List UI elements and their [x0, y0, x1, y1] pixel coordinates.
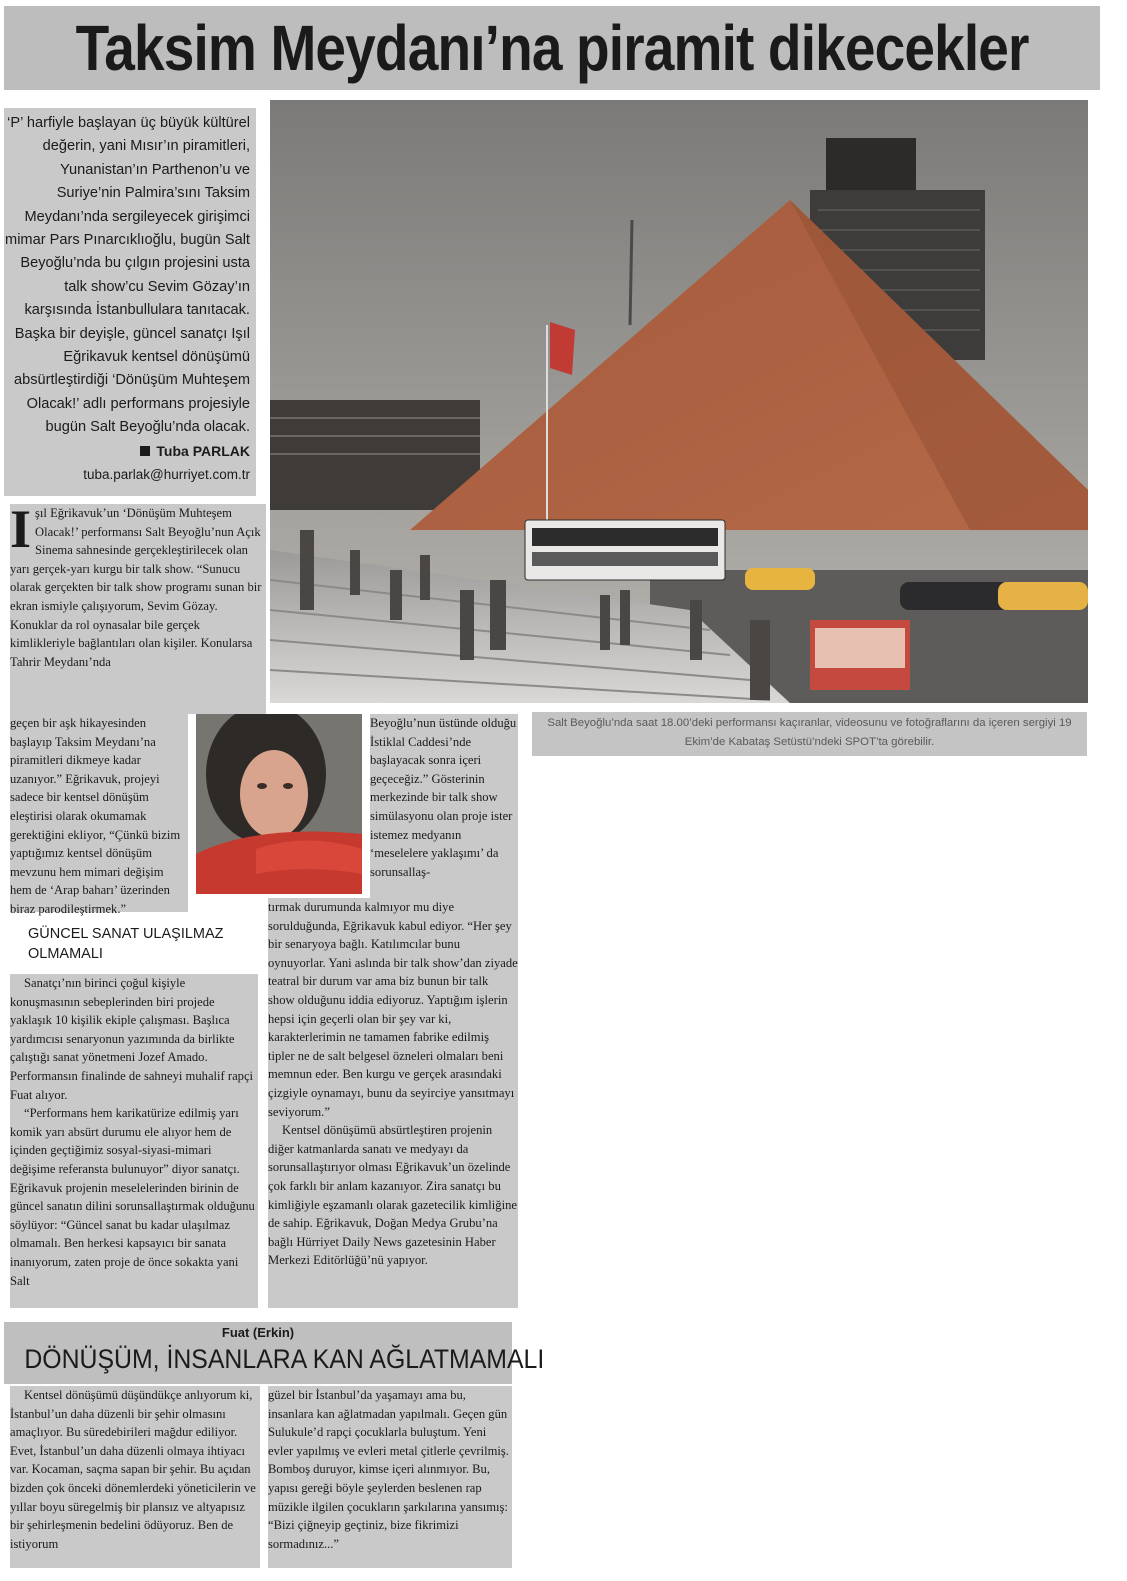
body-paragraph-text: şıl Eğrikavuk’un ‘Dönüşüm Muhteşem Olacak!’ performansı Salt Beyoğlu’nun Açık Sinema sahnesinde gerçekleştirilecek olan yarı gerçek-yarı kurgu bir talk show. “Sunucu olarak gerçekten bir talk show programı sunan bir ekran ismiyle çalışıyorum, Sevim Gözay. Konuklar da rol oynasalar bile gerçek kimlikleriyle bağlantıları olan kişiler. Konularsa Tahrir Meydanı’nda — [10, 506, 262, 669]
column-box-header — [4, 1322, 545, 1384]
body-paragraph — [10, 499, 266, 671]
pyramid-photo — [270, 100, 1088, 703]
column-paragraph: güzel bir İstanbul’da yaşamayı ama bu, insanlara kan ağlatmadan yapılmalı. Geçen gün Sulukule’d rapçi çocuklarla buluştum. Yeni evler yapılmış ve evleri metal çitlerle çevrilmiş. Bomboş duruyor, kimse içeri alınmıyor. Bu, yapısı gereği böyle şeylerden beslenen rap müzikle ilgilen çocukların şarkılarına yansımış: “Bizi çiğneyip geçtiniz, bize fikrimizi sormadınız...” — [268, 1388, 509, 1551]
portrait-drawing — [196, 714, 362, 894]
photo-caption: Salt Beyoğlu’nda saat 18.00’deki performansı kaçıranlar, videosunu ve fotoğraflarını da içeren sergiyi 19 Ekim’de Kabataş Setüstü’ndeki SPOT’ta görebilir. — [532, 712, 1087, 756]
square-bullet-icon — [140, 446, 150, 456]
body-paragraph: “Performans hem karikatürize edilmiş yarı komik yarı absürt durumu ele alıyor hem de içinden geçtiğimiz sosyal-siyasi-mimari değişime referansta bulunuyor” diyor sanatçı. Eğrikavuk projenin meselelerinden birinin de güncel sanatın dilini sorunsallaştırmak olduğunu söylüyor: “Güncel sanat bu kadar ulaşılmaz olmamalı. Ben herkesi kapsayıcı bir sanata inanıyorum, zaten proje de önce sokakta yani Salt — [10, 1106, 255, 1288]
column-box-text-left — [10, 1386, 260, 1568]
column-paragraph: Kentsel dönüşümü düşündükçe anlıyorum ki, İstanbul’un daha düzenli bir şehir olmasını amaçlıyor. Bu süredebirileri mağdur ediliyor. Evet, İstanbul’un daha düzenli olmaya ihtiyacı var. Kocaman, saçma sapan bir şehir. Bu açıdan bizden çok önceki dönemlerdeki yöneticilerin ve yıllar boyu süregelmiş bir plansız ve altyapısız bir şehirleşmenin bedelini ödüyoruz. Ben de istiyorum — [10, 1388, 256, 1551]
column-author: Fuat (Erkin) — [221, 1325, 295, 1340]
drop-cap: I — [10, 499, 32, 559]
body-column-1-bottom — [10, 974, 258, 1308]
column-title: DÖNÜŞÜM, İNSANLARA KAN AĞLATMAMALI — [24, 1344, 545, 1374]
author-email: tuba.parlak@hurriyet.com.tr — [83, 467, 250, 483]
pyramid-photo-drawing — [270, 100, 1088, 703]
body-column-2-top — [370, 714, 518, 910]
artist-portrait-photo — [196, 714, 362, 894]
body-paragraph: tırmak durumunda kalmıyor mu diye sorulduğunda, Eğrikavuk kabul ediyor. “Her şey bir senaryoya bağlı. Katılımcılar bunu oynuyorlar. Yani aslında bir talk show’dan ziyade teatral bir durum var ama biz bunun bir talk show olduğunu iddia ediyoruz. Yaptığım işlerin hepsi için geçerli olan bir şey var ki, karakterlerimin ne tamamen fabrike edilmiş tipler ne de salt belgesel özneleri olmaları beni memnun eder. Ben kurgu ve gerçek arasındaki çizgiyle oynamayı, bunu da seyirciye yansıtmayı seviyorum.” — [268, 900, 518, 1119]
headline-band — [4, 6, 1100, 90]
body-paragraph: Beyoğlu’nun üstünde olduğu İstiklal Caddesi’nde başlayacak sonra içeri geçeceğiz.” Gösterinin merkezinde bir talk show simülasyonu olan proje ister istemez medyanın ‘meselelere yaklaşımı’ da sorunsallaş- — [370, 716, 517, 879]
column-box-text-right — [268, 1386, 512, 1568]
body-column-1-top — [10, 499, 266, 714]
body-paragraph: geçen bir aşk hikayesinden başlayıp Taksim Meydanı’na piramitleri dikmeye kadar uzanıyor.” Eğrikavuk, projeyi sadece bir kentsel dönüşüm eleştirisi olarak okumamak gerektiğini ekliyor, “Çünkü bizim yaptığımız kentsel dönüşüm mevzunu hem mimari değişim hem de ‘Arap baharı’ üzerinden biraz parodileştirmek.” — [10, 716, 181, 916]
subheading: GÜNCEL SANAT ULAŞILMAZ OLMAMALI — [28, 926, 224, 962]
byline — [4, 440, 250, 463]
body-column-2-bottom — [268, 898, 518, 1308]
body-column-1-middle — [10, 714, 188, 916]
headline: Taksim Meydanı’na piramit dikecekler — [75, 12, 1029, 84]
lead-box — [4, 108, 256, 496]
body-paragraph: Kentsel dönüşümü absürtleştiren projenin diğer katmanlarda sanatı ve medyayı da sorunsallaştırıyor olması Eğrikavuk’un özelinde çok farklı bir anlam kazanıyor. Zira sanatçı bu kimliğiyle eşzamanlı olarak gazetecilik kimliğine de sahip. Eğrikavuk, Doğan Medya Grubu’na bağlı Hürriyet Daily News gazetesinin Haber Merkezi Editörlüğü’nü yapıyor. — [268, 1123, 517, 1268]
byline-name: Tuba PARLAK — [156, 442, 250, 459]
body-paragraph: Sanatçı’nın birinci çoğul kişiyle konuşmasının sebeplerinden biri projede yaklaşık 10 kişilik ekiple çalışması. Başlıca yardımcısı senaryonun yazımında da birlikte çalıştığı sanat yönetmeni Jozef Amado. Performansın finalinde de sahneyi muhalif rapçi Fuat alıyor. — [10, 976, 254, 1102]
lead-text: ‘P’ harfiyle başlayan üç büyük kültürel değerin, yani Mısır’ın piramitleri, Yunanistan’ın Parthenon’u ve Suriye’nin Palmira’sını Taksim Meydanı’nda sergileyecek girişimci mimar Pars Pınarcıklıoğlu, bugün Salt Beyoğlu’nda bu çılgın projesini usta talk show’cu Sevim Gözay’ın karşısında İstanbullulara tanıtacak. Başka bir deyişle, güncel sanatçı Işıl Eğrikavuk kentsel dönüşümü absürtleştirdiği ‘Dönüşüm Muhteşem Olacak!’ adlı performans projesiyle bugün Salt Beyoğlu’nda olacak. — [5, 115, 250, 436]
